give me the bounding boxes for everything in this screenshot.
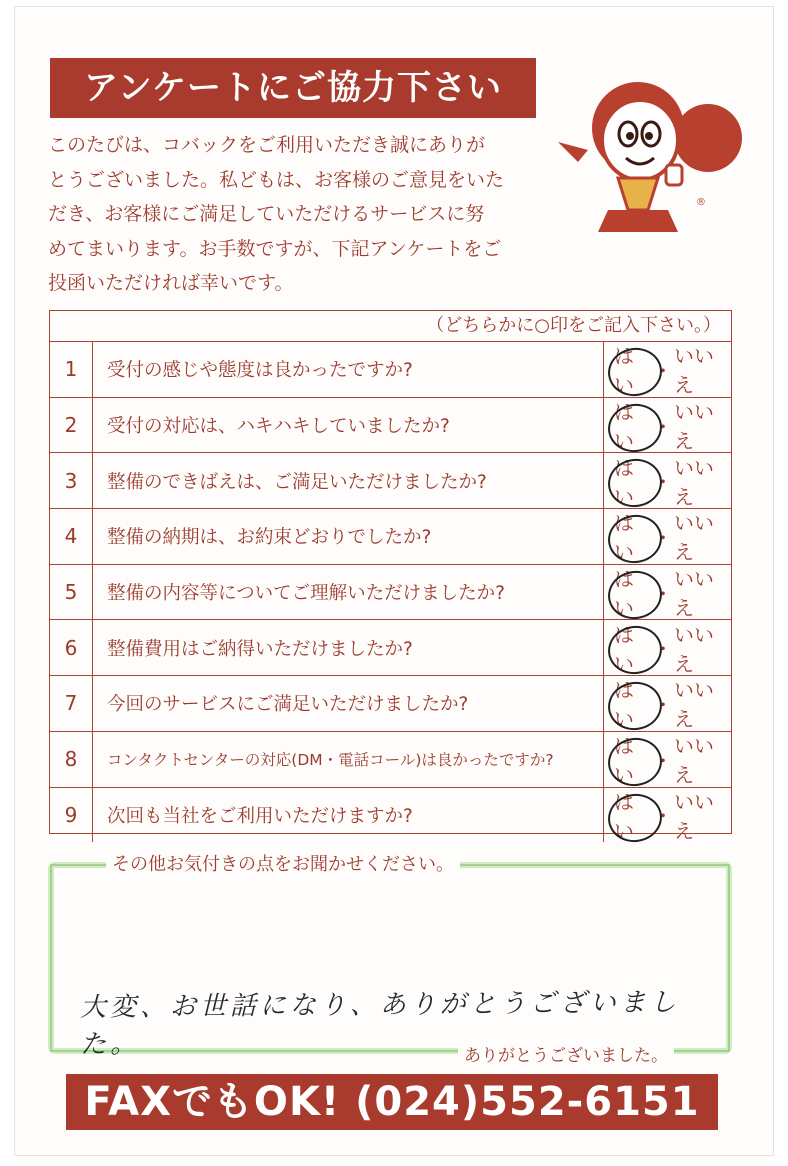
survey-row: [50, 620, 731, 676]
question-number: 7: [50, 676, 93, 731]
question-text: 整備費用はご納得いただけましたか?: [107, 638, 413, 660]
intro-line: 投函いただければ幸いです。: [48, 272, 294, 294]
answer-separator: ・: [653, 414, 673, 439]
intro-line: とうございました。私どもは、お客様のご意見をいた: [48, 168, 505, 191]
answer-no[interactable]: いいえ: [674, 567, 714, 621]
answer-choice[interactable]: [603, 676, 731, 731]
answer-yes[interactable]: はい: [614, 567, 634, 621]
answer-yes[interactable]: はい: [614, 678, 634, 732]
answer-no[interactable]: いいえ: [674, 511, 714, 565]
answer-choice[interactable]: [603, 620, 731, 675]
answer-separator: ・: [653, 692, 673, 717]
answer-separator: ・: [653, 525, 673, 550]
answer-no[interactable]: いいえ: [674, 678, 714, 732]
registered-mark: ®: [696, 197, 706, 208]
answer-choice[interactable]: [603, 788, 731, 843]
answer-yes[interactable]: はい: [614, 734, 634, 788]
answer-choice[interactable]: [603, 453, 731, 508]
comment-label: その他お気付きの点をお聞かせください。: [106, 850, 460, 876]
answer-yes[interactable]: はい: [614, 455, 634, 509]
answer-separator: ・: [653, 358, 673, 383]
handwritten-comment[interactable]: 大変、お世話になり、ありがとうございました。: [79, 987, 680, 1060]
page-title: アンケートにご協力下さい: [50, 58, 536, 118]
intro-line: このたびは、コバックをご利用いただき誠にありが: [48, 134, 486, 156]
answer-choice[interactable]: [603, 509, 731, 564]
question-text: 受付の感じや態度は良かったですか?: [107, 360, 413, 382]
comment-section: [48, 854, 732, 1066]
answer-yes[interactable]: はい: [614, 344, 634, 398]
answer-choice[interactable]: [603, 342, 731, 397]
answer-no[interactable]: いいえ: [674, 400, 714, 454]
question-text: 次回も当社をご利用いただけますか?: [107, 805, 413, 827]
question-number: 3: [50, 453, 93, 508]
question-number: 8: [50, 732, 93, 787]
question-text: 整備の納期は、お約束どおりでしたか?: [107, 527, 432, 549]
answer-no[interactable]: いいえ: [674, 734, 714, 788]
survey-table: [49, 310, 732, 843]
survey-row: [50, 788, 731, 843]
mascot-logo: [548, 70, 748, 250]
question-text: 整備の内容等についてご理解いただけましたか?: [107, 583, 505, 605]
question-number: 4: [50, 509, 93, 564]
intro-line: めてまいります。お手数ですが、下記アンケートをご: [48, 237, 502, 260]
question-number: 6: [50, 620, 93, 675]
answer-choice[interactable]: [603, 565, 731, 620]
answer-yes[interactable]: はい: [614, 400, 634, 454]
answer-choice[interactable]: [603, 732, 731, 787]
answer-separator: ・: [653, 748, 673, 773]
answer-separator: ・: [653, 581, 673, 606]
answer-choice[interactable]: [603, 398, 731, 453]
fax-banner: FAXでもOK! (024)552-6151: [66, 1074, 718, 1130]
survey-row: [50, 453, 731, 509]
intro-line: だき、お客様にご満足していただけるサービスに努: [48, 203, 485, 225]
survey-row: [50, 732, 731, 788]
answer-separator: ・: [653, 637, 673, 662]
question-number: 9: [50, 788, 93, 843]
answer-no[interactable]: いいえ: [674, 622, 714, 676]
question-number: 2: [50, 398, 93, 453]
question-number: 5: [50, 565, 93, 620]
answer-separator: ・: [653, 470, 673, 495]
survey-row: [50, 398, 731, 454]
question-text: 受付の対応は、ハキハキしていましたか?: [107, 416, 450, 438]
survey-row: [50, 342, 731, 398]
answer-no[interactable]: いいえ: [674, 455, 714, 509]
answer-no[interactable]: いいえ: [674, 344, 714, 398]
question-text: コンタクトセンターの対応(DM・電話コール)は良かったですか?: [107, 751, 554, 770]
thanks-text: ありがとうございました。: [458, 1041, 674, 1066]
answer-yes[interactable]: はい: [614, 789, 634, 843]
answer-separator: ・: [653, 804, 673, 829]
question-text: 整備のできばえは、ご満足いただけましたか?: [107, 471, 487, 493]
question-number: 1: [50, 342, 93, 397]
survey-row: [50, 509, 731, 565]
answer-yes[interactable]: はい: [614, 622, 634, 676]
survey-row: [50, 676, 731, 732]
question-text: 今回のサービスにご満足いただけましたか?: [107, 694, 469, 716]
answer-no[interactable]: いいえ: [674, 789, 714, 843]
survey-instruction: （どちらかに○印をご記入下さい。）: [50, 311, 731, 342]
intro-text: [48, 128, 548, 301]
answer-yes[interactable]: はい: [614, 511, 634, 565]
survey-row: [50, 565, 731, 621]
